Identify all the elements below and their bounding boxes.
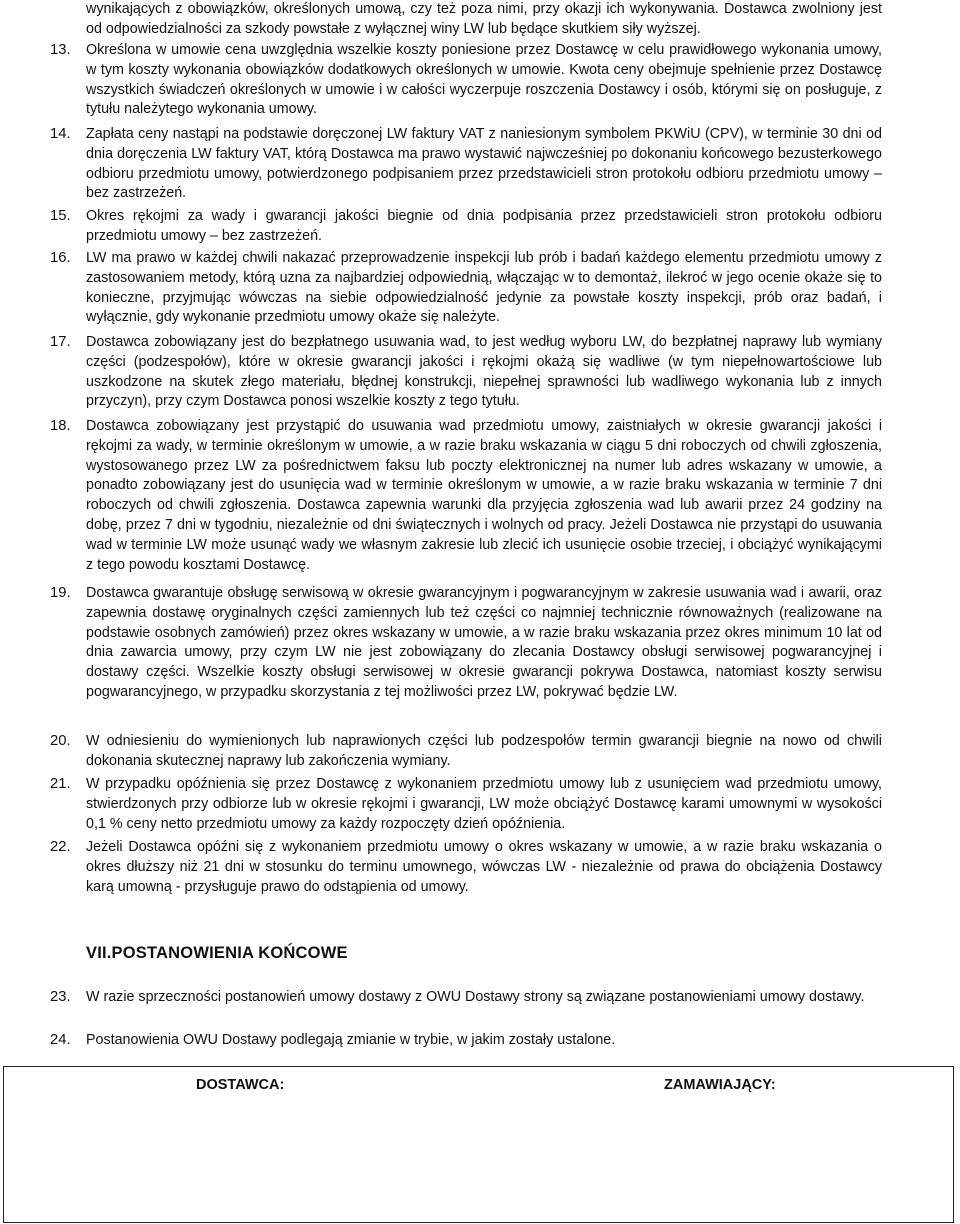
item-text: W razie sprzeczności postanowień umowy dostawy z OWU Dostawy strony są związane postanowieniami umowy dostawy.	[86, 989, 865, 1005]
list-item-16	[50, 249, 882, 328]
item-number: 16.	[50, 250, 71, 266]
list-item-24	[50, 1031, 882, 1051]
item-text: Dostawca zobowiązany jest do bezpłatnego usuwania wad, to jest według wyboru LW, do bezpłatnej naprawy lub wymiany części (podzespołów), które w okresie gwarancji jakości i rękojmi okażą się wadliwe (w tym niepełnowartościowe lub uszkodzone na skutek złego materiału, błędnej konstrukcji, niepełnej sprawności lub wadliwego wykonania lub z innych przyczyn), przy czym Dostawca ponosi wszelkie koszty z tego tytułu.	[86, 334, 882, 410]
item-number: 21.	[50, 776, 71, 792]
signature-label-supplier: DOSTAWCA:	[196, 1077, 285, 1093]
item-number: 18.	[50, 418, 71, 434]
item-number: 19.	[50, 585, 71, 601]
list-item-20	[50, 732, 882, 772]
item-text: Postanowienia OWU Dostawy podlegają zmianie w trybie, w jakim zostały ustalone.	[86, 1032, 616, 1048]
item-number: 15.	[50, 208, 71, 224]
continuation-paragraph: wynikających z obowiązków, określonych umową, czy też poza nimi, przy okazji ich wykonywania. Dostawca zwolniony jest od odpowiedzialności za szkody powstałe z wyłącznej winy LW lub będące skutkiem siły wyższej.	[86, 1, 882, 37]
list-item-19	[50, 584, 882, 703]
item-text: Dostawca gwarantuje obsługę serwisową w okresie gwarancyjnym i pogwarancyjnym w zakresie usuwania wad i awarii, oraz zapewnia dostawę oryginalnych części zamiennych lub też części co najmniej technicznie równoważnych (realizowane na podstawie osobnych zamówień) przez okres wskazany w umowie, a w razie braku wskazania przez okres minimum 10 lat od dnia zawarcia umowy, przy czym LW nie jest zobowiązany do zlecania Dostawcy obsługi serwisowej pogwarancyjnej i dostawy części. Wszelkie koszty obsługi serwisowej w okresie gwarancji pokrywa Dostawca, natomiast koszty serwisu pogwarancyjnego, w przypadku skorzystania z tej możliwości przez LW, pokrywać będzie LW.	[86, 585, 882, 700]
list-item-18	[50, 417, 882, 575]
item-text: LW ma prawo w każdej chwili nakazać przeprowadzenie inspekcji lub prób i badań każdego elementu przedmiotu umowy z zastosowaniem metody, którą uzna za najbardziej odpowiednią, włączając w to demontaż, ilekroć w jego ocenie okaże się to konieczne, przyjmując wówczas na siebie odpowiedzialność jedynie za powstałe koszty inspekcji, prób oraz badań, i wyłącznie, gdy wykonanie przedmiotu umowy okaże się należyte.	[86, 250, 882, 326]
item-text: Okres rękojmi za wady i gwarancji jakości biegnie od dnia podpisania przez przedstawicieli stron protokołu odbioru przedmiotu umowy – bez zastrzeżeń.	[86, 208, 882, 244]
item-number: 14.	[50, 126, 71, 142]
item-text: Dostawca zobowiązany jest przystąpić do usuwania wad przedmiotu umowy, zaistniałych w okresie gwarancji jakości i rękojmi za wady, w terminie określonym w umowie, a w razie braku wskazania w ciągu 5 dni roboczych od chwili zgłoszenia, wystosowanego przez LW za pośrednictwem faksu lub poczty elektronicznej na numer lub adres wskazany w umowie, a ponadto zobowiązany jest do usunięcia wad w terminie określonym w umowie, a w razie braku wskazania w terminie 7 dni roboczych od chwili zgłoszenia. Dostawca zapewnia warunki dla przyjęcia zgłoszenia wad lub awarii przez 24 godziny na dobę, przez 7 dni w tygodniu, niezależnie od dni świątecznych i wolnych od pracy. Jeżeli Dostawca nie przystąpi do usuwania wad w terminie LW może usunąć wady we własnym zakresie lub zlecić ich usunięcie osobie trzeciej, i obciążyć wynikającymi z tego powodu kosztami Dostawcę.	[86, 418, 882, 573]
signature-label-orderer: ZAMAWIAJĄCY:	[664, 1077, 776, 1093]
item-number: 23.	[50, 989, 71, 1005]
item-number: 17.	[50, 334, 71, 350]
item-number: 13.	[50, 42, 71, 58]
item-text: Zapłata ceny nastąpi na podstawie doręczonej LW faktury VAT z naniesionym symbolem PKWiU (CPV), w terminie 30 dni od dnia doręczenia LW faktury VAT, którą Dostawca ma prawo wystawić najwcześniej po dokonaniu końcowego bezusterkowego odbioru przedmiotu umowy, potwierdzonego podpisaniem przez przedstawicieli stron protokołu odbioru przedmiotu umowy – bez zastrzeżeń.	[86, 126, 882, 202]
item-text: Określona w umowie cena uwzględnia wszelkie koszty poniesione przez Dostawcę w celu prawidłowego wykonania umowy, w tym koszty wykonania obowiązków dodatkowych określonych w umowie. Kwota ceny obejmuje spełnienie przez Dostawcę wszystkich świadczeń określonych w umowie i w całości wyczerpuje roszczenia Dostawcy i osób, którymi się on posługuje, z tytułu należytego wykonania umowy.	[86, 42, 882, 118]
item-text: W odniesieniu do wymienionych lub naprawionych części lub podzespołów termin gwarancji biegnie na nowo od chwili dokonania skutecznej naprawy lub zakończenia wymiany.	[86, 733, 882, 769]
list-item-23	[50, 988, 882, 1008]
list-item-17	[50, 333, 882, 412]
section-heading: VII.POSTANOWIENIA KOŃCOWE	[86, 944, 348, 962]
item-number: 20.	[50, 733, 71, 749]
signature-box	[3, 1066, 954, 1223]
item-number: 22.	[50, 839, 71, 855]
list-item-15	[50, 207, 882, 247]
item-text: Jeżeli Dostawca opóźni się z wykonaniem przedmiotu umowy o okres wskazany w umowie, a w razie braku wskazania o okres dłuższy niż 21 dni w stosunku do terminu umownego, wówczas LW - niezależnie od prawa do obciążenia Dostawcy karą umowną - przysługuje prawo do odstąpienia od umowy.	[86, 839, 882, 895]
item-number: 24.	[50, 1032, 71, 1048]
list-item-14	[50, 125, 882, 204]
item-text: W przypadku opóźnienia się przez Dostawcę z wykonaniem przedmiotu umowy lub z usunięciem wad przedmiotu umowy, stwierdzonych przy odbiorze lub w okresie rękojmi i gwarancji, LW może obciążyć Dostawcę karami umownymi w wysokości 0,1 % ceny netto przedmiotu umowy za każdy rozpoczęty dzień opóźnienia.	[86, 776, 882, 832]
list-item-22	[50, 838, 882, 897]
list-item-21	[50, 775, 882, 834]
list-item-13	[50, 41, 882, 120]
